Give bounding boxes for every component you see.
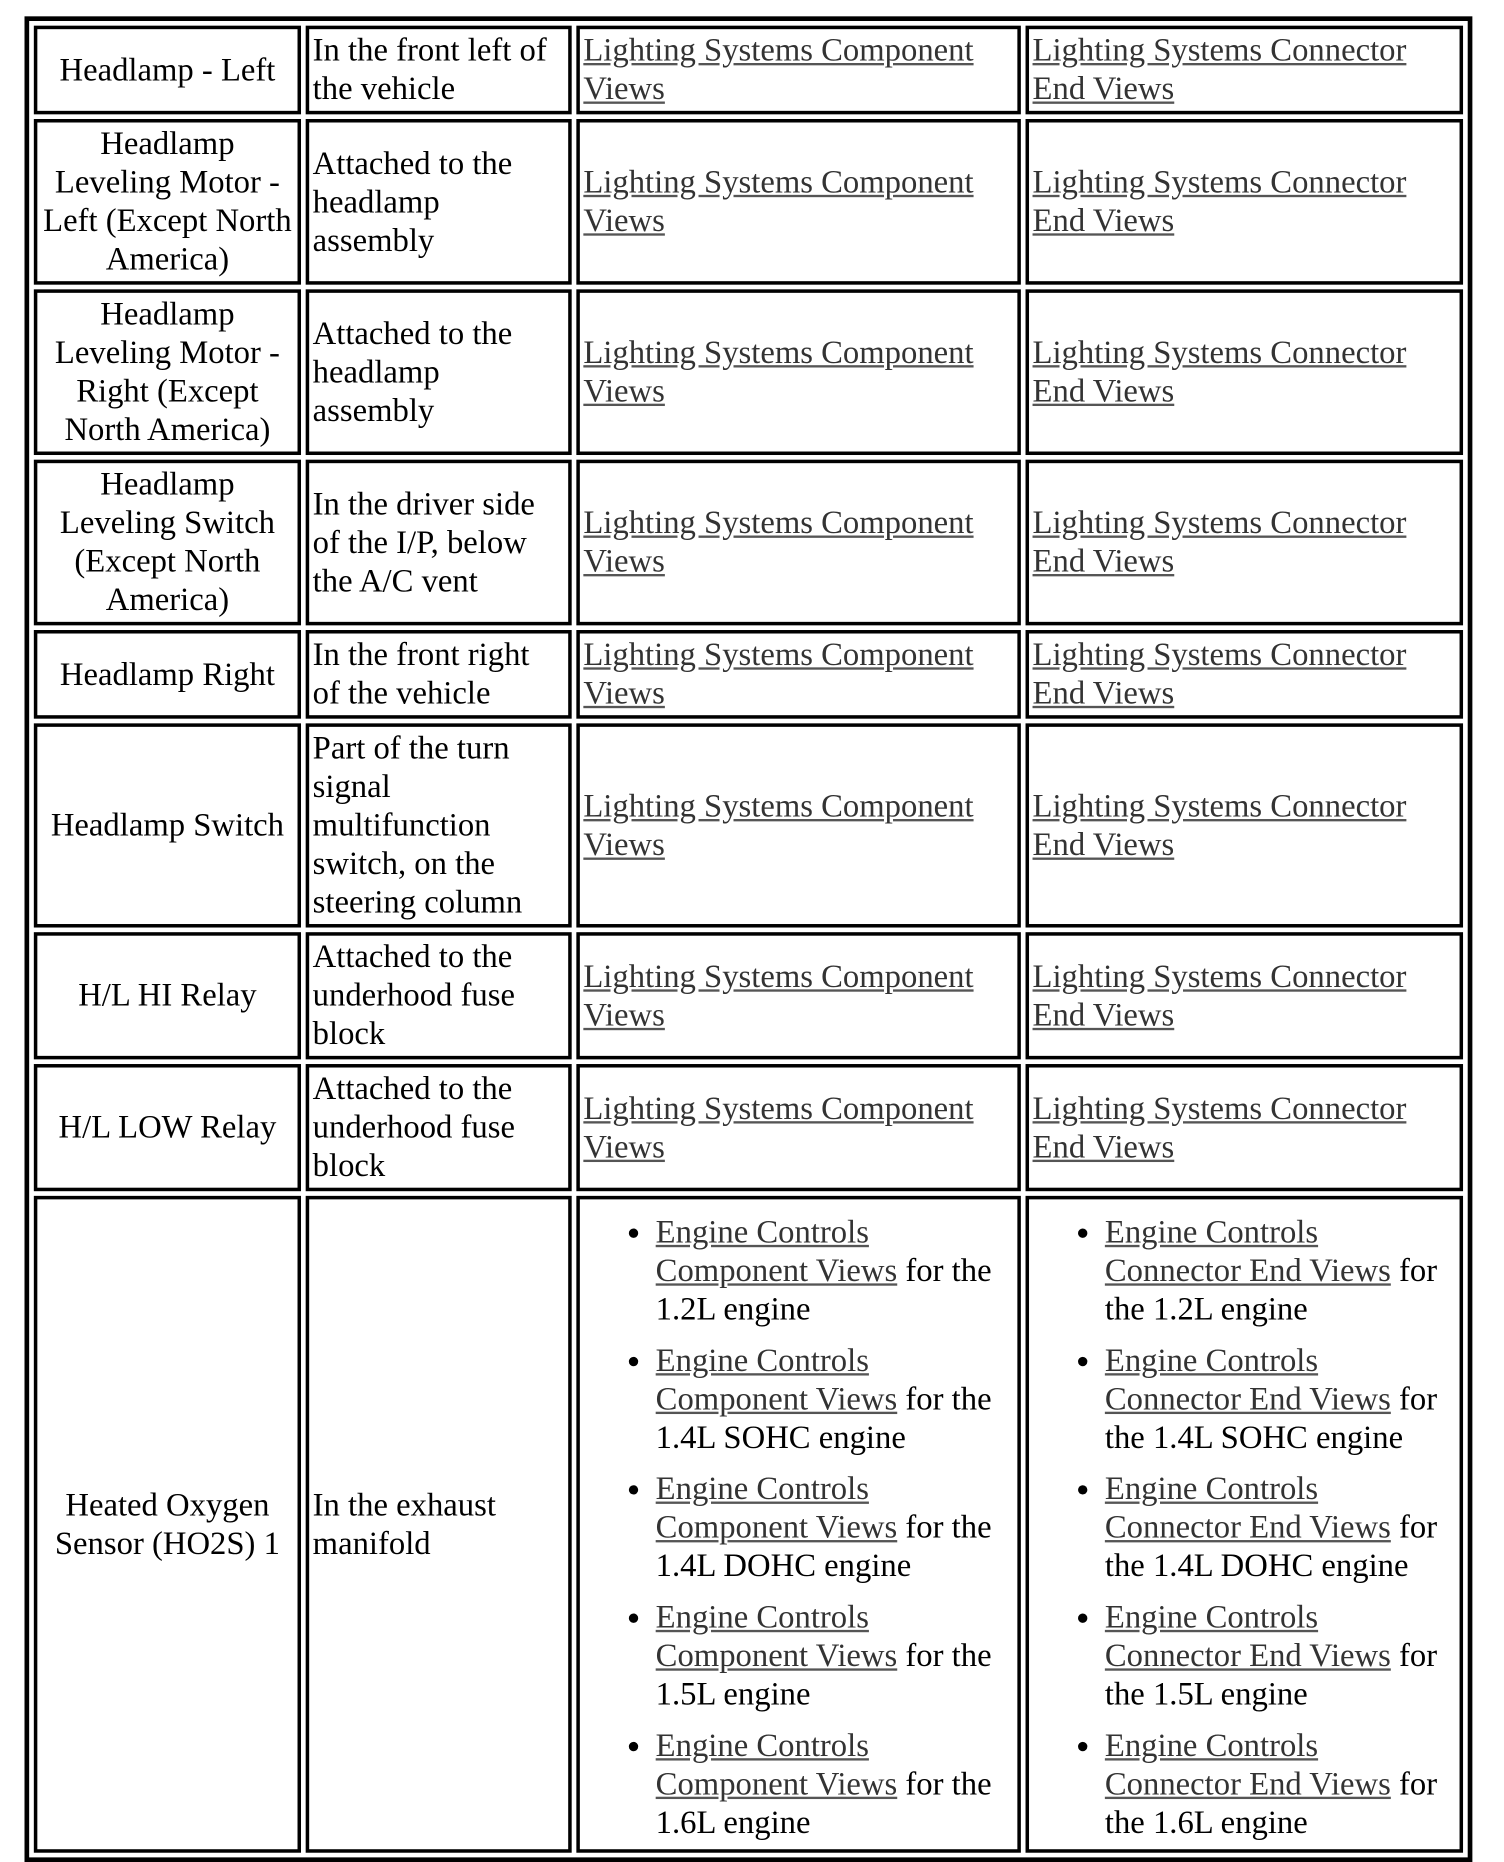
- connector-end-views-link[interactable]: Lighting Systems Connector End Views: [1032, 958, 1407, 1034]
- component-views-link[interactable]: Lighting Systems Component Views: [583, 505, 974, 580]
- component-views-link[interactable]: Lighting Systems Component Views: [583, 788, 974, 863]
- table-row: [34, 723, 1463, 927]
- component-location: Attached to the headlamp assembly: [306, 289, 572, 455]
- component-name: Headlamp Leveling Switch (Except North America): [34, 460, 301, 626]
- component-locator-table: [25, 16, 1473, 1862]
- component-location: Part of the turn signal multifunction switch, on the steering column: [306, 723, 572, 927]
- table-row: [34, 460, 1463, 626]
- engine-component-views-link[interactable]: Engine Controls Component Views: [655, 1727, 898, 1803]
- component-views-link[interactable]: Lighting Systems Component Views: [583, 334, 974, 410]
- list-item: [1105, 1213, 1456, 1329]
- component-location: In the front left of the vehicle: [306, 26, 572, 115]
- component-name: Headlamp Leveling Motor - Right (Except North America): [34, 289, 301, 455]
- link-suffix: for the 1.2L engine: [1104, 1253, 1438, 1328]
- component-name: Headlamp - Left: [34, 26, 301, 115]
- component-location: Attached to the underhood fuse block: [306, 1064, 572, 1191]
- component-name: Headlamp Leveling Motor - Left (Except North America): [34, 119, 301, 285]
- engine-connector-end-views-link[interactable]: Engine Controls Connector End Views: [1104, 1599, 1391, 1675]
- connector-end-views-link[interactable]: Lighting Systems Connector End Views: [1032, 637, 1407, 712]
- component-name: H/L LOW Relay: [34, 1064, 301, 1191]
- link-suffix: for the 1.5L engine: [655, 1638, 992, 1713]
- link-suffix: for the 1.6L engine: [1104, 1766, 1438, 1842]
- table-row: [34, 1064, 1463, 1191]
- list-item: [1105, 1470, 1456, 1586]
- link-suffix: for the 1.4L DOHC engine: [655, 1509, 992, 1585]
- list-item: [1105, 1598, 1456, 1714]
- engine-component-views-link[interactable]: Engine Controls Component Views: [655, 1471, 898, 1546]
- list-item: [656, 1598, 1014, 1714]
- link-suffix: for the 1.4L DOHC engine: [1104, 1509, 1438, 1585]
- component-name: Heated Oxygen Sensor (HO2S) 1: [34, 1196, 301, 1853]
- table-row: [34, 1196, 1463, 1853]
- connector-end-views-link[interactable]: Lighting Systems Connector End Views: [1032, 1090, 1407, 1165]
- link-suffix: for the 1.5L engine: [1104, 1638, 1438, 1713]
- table-row: [34, 119, 1463, 285]
- component-location: Attached to the headlamp assembly: [306, 119, 572, 285]
- component-views-link[interactable]: Lighting Systems Component Views: [583, 1090, 974, 1165]
- component-views-link[interactable]: Lighting Systems Component Views: [583, 32, 974, 108]
- table-row: [34, 630, 1463, 719]
- engine-component-views-link[interactable]: Engine Controls Component Views: [655, 1214, 898, 1290]
- list-item: [1105, 1342, 1456, 1458]
- connector-end-views-list: [1033, 1213, 1457, 1842]
- component-name: Headlamp Right: [34, 630, 301, 719]
- component-location: Attached to the underhood fuse block: [306, 932, 572, 1059]
- list-item: [656, 1727, 1014, 1843]
- connector-end-views-link[interactable]: Lighting Systems Connector End Views: [1032, 788, 1407, 863]
- link-suffix: for the 1.2L engine: [655, 1253, 992, 1328]
- link-suffix: for the 1.4L SOHC engine: [1104, 1381, 1438, 1457]
- engine-connector-end-views-link[interactable]: Engine Controls Connector End Views: [1104, 1471, 1391, 1546]
- table-row: [34, 932, 1463, 1059]
- connector-end-views-link[interactable]: Lighting Systems Connector End Views: [1032, 334, 1407, 410]
- connector-end-views-link[interactable]: Lighting Systems Connector End Views: [1032, 505, 1407, 580]
- connector-end-views-link[interactable]: Lighting Systems Connector End Views: [1032, 164, 1407, 240]
- component-views-link[interactable]: Lighting Systems Component Views: [583, 164, 974, 240]
- component-views-link[interactable]: Lighting Systems Component Views: [583, 637, 974, 712]
- engine-connector-end-views-link[interactable]: Engine Controls Connector End Views: [1104, 1342, 1391, 1418]
- list-item: [656, 1470, 1014, 1586]
- list-item: [656, 1342, 1014, 1458]
- list-item: [1105, 1727, 1456, 1843]
- component-views-link[interactable]: Lighting Systems Component Views: [583, 958, 974, 1034]
- component-views-list: [583, 1213, 1014, 1842]
- engine-component-views-link[interactable]: Engine Controls Component Views: [655, 1599, 898, 1675]
- link-suffix: for the 1.6L engine: [655, 1766, 992, 1842]
- component-location: In the exhaust manifold: [306, 1196, 572, 1853]
- engine-connector-end-views-link[interactable]: Engine Controls Connector End Views: [1104, 1727, 1391, 1803]
- component-views-cell: [576, 1196, 1021, 1853]
- component-location: In the driver side of the I/P, below the A/C vent: [306, 460, 572, 626]
- connector-end-views-cell: [1026, 1196, 1464, 1853]
- engine-connector-end-views-link[interactable]: Engine Controls Connector End Views: [1104, 1214, 1391, 1290]
- link-suffix: for the 1.4L SOHC engine: [655, 1381, 992, 1457]
- table-row: [34, 26, 1463, 115]
- component-name: H/L HI Relay: [34, 932, 301, 1059]
- component-name: Headlamp Switch: [34, 723, 301, 927]
- engine-component-views-link[interactable]: Engine Controls Component Views: [655, 1342, 898, 1418]
- component-location: In the front right of the vehicle: [306, 630, 572, 719]
- connector-end-views-link[interactable]: Lighting Systems Connector End Views: [1032, 32, 1407, 108]
- table-row: [34, 289, 1463, 455]
- list-item: [656, 1213, 1014, 1329]
